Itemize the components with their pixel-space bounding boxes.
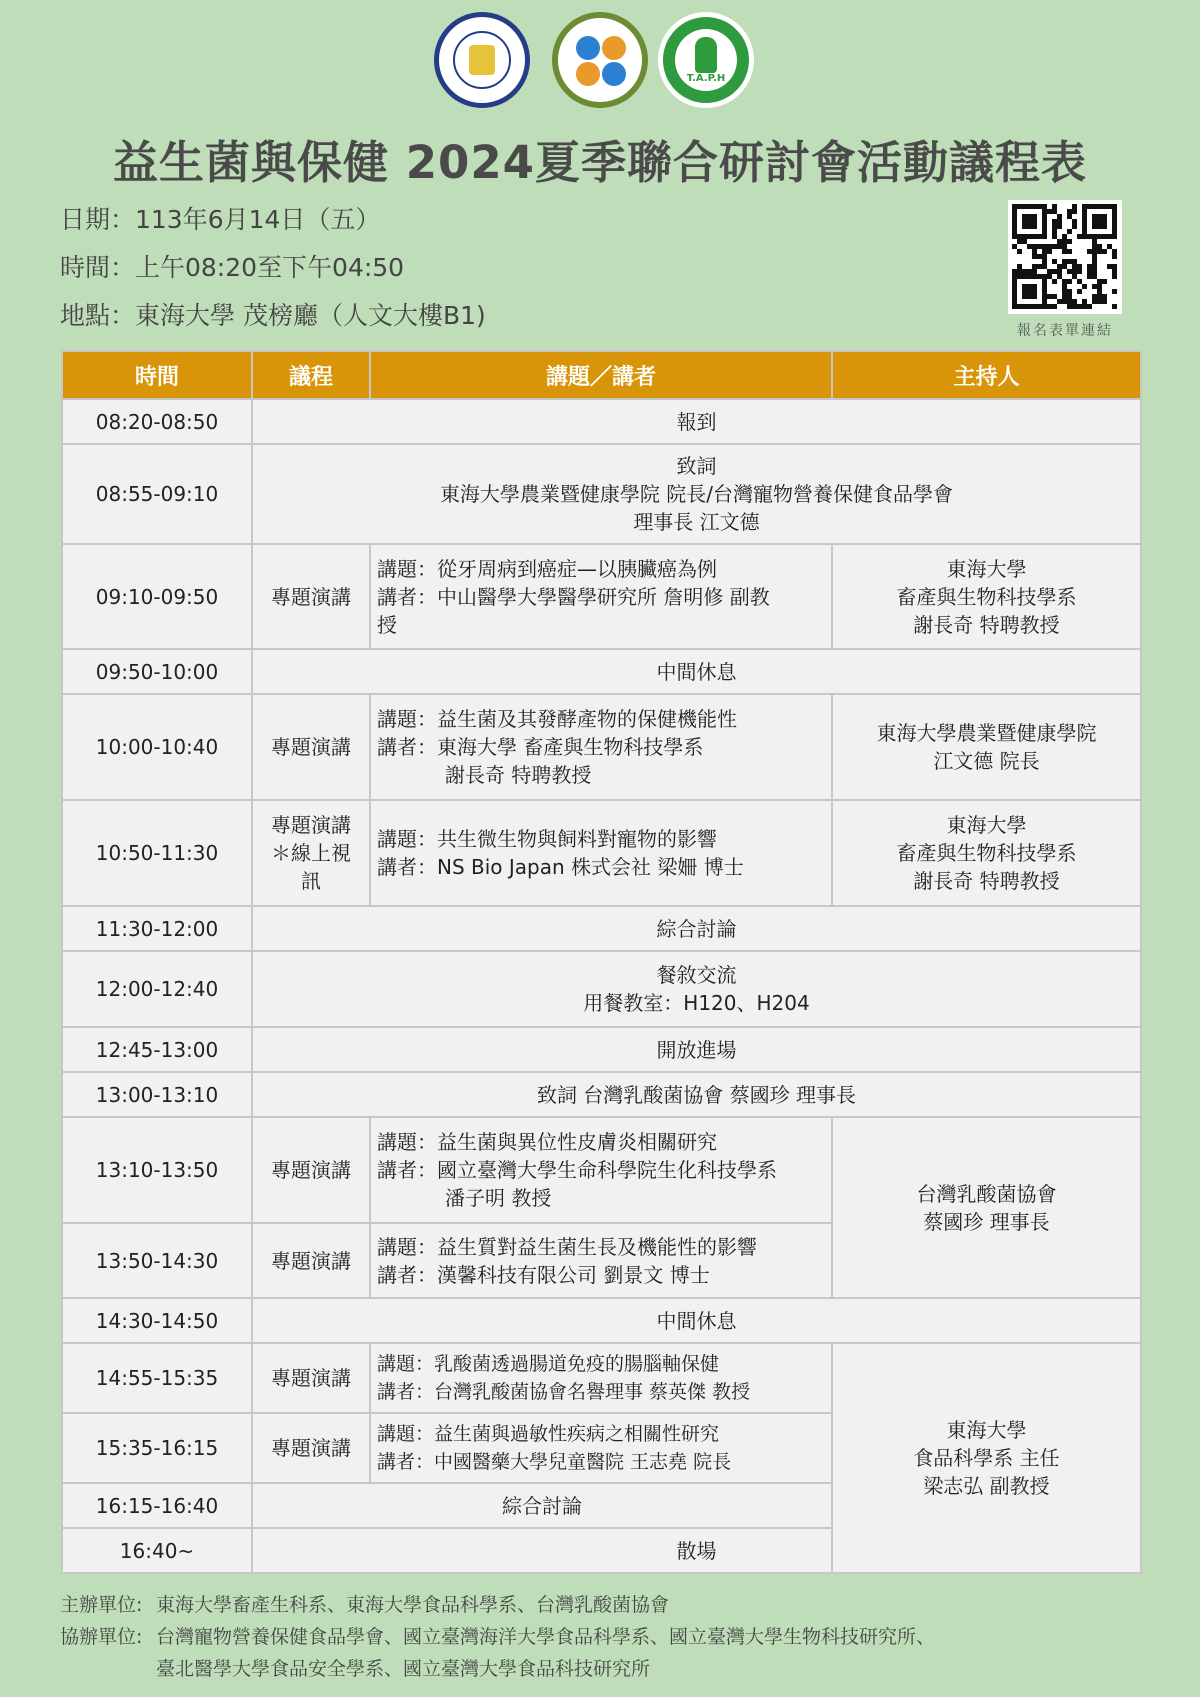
row-content: 綜合討論 [252,1483,832,1528]
row-time: 15:35-16:15 [62,1413,252,1483]
table-row [62,1528,1141,1573]
qr-module [1082,284,1087,289]
qr-module [1072,209,1077,214]
table-row [62,1027,1141,1072]
qr-label: 報名表單連結 [1017,323,1113,339]
table-row [62,544,1141,649]
table-row [62,1072,1141,1117]
qr-module [1067,239,1072,244]
row-session: 專題演講 ＊線上視 訊 [252,800,370,906]
qr-module [1112,274,1117,279]
lactic-acid-bacteria-association-logo [552,12,648,108]
coorganizer-label: 協辦單位: [60,1626,143,1648]
qr-module [1057,224,1062,229]
row-time: 08:20-08:50 [62,399,252,444]
row-host: 東海大學 畜產與生物科技學系 謝長奇 特聘教授 [832,544,1141,649]
taph-logo-text: T.A.P.H [686,73,726,84]
row-topic: 講題：益生菌及其發酵產物的保健機能性 講者：東海大學 畜產與生物科技學系 謝長奇 特聘教授 [370,694,832,800]
qr-module [1052,304,1057,309]
row-time: 14:55-15:35 [62,1343,252,1413]
table-row [62,906,1141,951]
coorganizers-line-2: 臺北醫學大學食品安全學系、國立臺灣大學食品科技研究所 [156,1658,651,1680]
row-content: 散場 [252,1528,1141,1573]
qr-module [1032,294,1037,299]
row-topic: 講題：從牙周病到癌症—以胰臟癌為例 講者：中山醫學大學醫學研究所 詹明修 副教 授 [370,544,832,649]
row-content: 報到 [252,399,1141,444]
qr-module [1052,279,1057,284]
qr-module [1067,279,1072,284]
row-host: 東海大學農業暨健康學院 江文德 院長 [832,694,1141,800]
row-time: 14:30-14:50 [62,1298,252,1343]
row-topic: 講題：益生菌與異位性皮膚炎相關研究 講者：國立臺灣大學生命科學院生化科技學系 潘子明 教授 [370,1117,832,1223]
qr-module [1017,249,1022,254]
registration-qr-code[interactable] [1008,200,1122,314]
row-topic: 講題：益生菌與過敏性疾病之相關性研究 講者：中國醫藥大學兒童醫院 王志堯 院長 [370,1413,832,1483]
table-row [62,1117,1141,1223]
qr-module [1102,279,1107,284]
row-time: 16:15-16:40 [62,1483,252,1528]
taph-logo [658,12,754,108]
event-venue: 地點：東海大學 茂榜廳（人文大樓B1) [60,301,486,330]
row-host: 東海大學 畜產與生物科技學系 謝長奇 特聘教授 [832,800,1141,906]
row-session: 專題演講 [252,1343,370,1413]
coorganizers-line-1: 台灣寵物營養保健食品學會、國立臺灣海洋大學食品科學系、國立臺灣大學生物科技研究所、 [156,1626,936,1648]
table-row [62,951,1141,1027]
row-time: 08:55-09:10 [62,444,252,544]
organizers: 東海大學畜產生科系、東海大學食品科學系、台灣乳酸菌協會 [156,1594,670,1616]
row-time: 11:30-12:00 [62,906,252,951]
qr-module [1047,249,1052,254]
qr-module [1032,224,1037,229]
row-content: 致詞 台灣乳酸菌協會 蔡國珍 理事長 [252,1072,1141,1117]
row-host-group: 東海大學 食品科學系 主任 梁志弘 副教授 [832,1343,1141,1573]
row-time: 09:50-10:00 [62,649,252,694]
qr-module [1112,289,1117,294]
header-time: 時間 [62,351,252,399]
row-session: 專題演講 [252,1117,370,1223]
tunghai-university-logo [434,12,530,108]
table-row [62,694,1141,800]
table-row [62,649,1141,694]
row-topic: 講題：益生質對益生菌生長及機能性的影響 講者：漢馨科技有限公司 劉景文 博士 [370,1223,832,1298]
row-topic: 講題：乳酸菌透過腸道免疫的腸腦軸保健 講者：台灣乳酸菌協會名譽理事 蔡英傑 教授 [370,1343,832,1413]
row-time: 10:50-11:30 [62,800,252,906]
row-time: 13:50-14:30 [62,1223,252,1298]
row-time: 13:00-13:10 [62,1072,252,1117]
table-row [62,444,1141,544]
row-content: 綜合討論 [252,906,1141,951]
qr-module [1042,234,1047,239]
qr-module [1112,254,1117,259]
row-time: 16:40~ [62,1528,252,1573]
row-content: 致詞 東海大學農業暨健康學院 院長/台灣寵物營養保健食品學會 理事長 江文德 [252,444,1141,544]
row-time: 09:10-09:50 [62,544,252,649]
row-content: 餐敘交流 用餐教室：H120、H204 [252,951,1141,1027]
qr-module [1072,224,1077,229]
qr-module [1102,299,1107,304]
event-time: 時間：上午08:20至下午04:50 [60,253,405,282]
row-content: 中間休息 [252,1298,1141,1343]
header-topic-speaker: 講題／講者 [370,351,832,399]
table-row [62,1298,1141,1343]
qr-module [1087,304,1092,309]
qr-module [1077,269,1082,274]
qr-module [1112,304,1117,309]
row-time: 12:45-13:00 [62,1027,252,1072]
row-time: 12:00-12:40 [62,951,252,1027]
row-time: 10:00-10:40 [62,694,252,800]
row-content: 開放進場 [252,1027,1141,1072]
logo-emblem [453,31,511,89]
qr-module [1102,224,1107,229]
row-session: 專題演講 [252,694,370,800]
row-topic: 講題：共生微生物與飼料對寵物的影響 講者：NS Bio Japan 株式会社 梁姍 博士 [370,800,832,906]
row-content: 中間休息 [252,649,1141,694]
qr-module [1067,249,1072,254]
qr-module [1102,249,1107,254]
organizers-line [60,1590,669,1617]
row-session: 專題演講 [252,544,370,649]
qr-module [1112,234,1117,239]
row-session: 專題演講 [252,1413,370,1483]
row-host-group: 台灣乳酸菌協會 蔡國珍 理事長 [832,1117,1141,1298]
agenda-table [61,350,1142,1574]
coorganizers-line [60,1622,935,1649]
qr-module [1077,289,1082,294]
table-row [62,1343,1141,1413]
table-row [62,800,1141,906]
event-date: 日期：113年6月14日（五） [60,205,381,234]
logo-row [0,12,1200,112]
qr-module [1067,229,1072,234]
row-time: 13:10-13:50 [62,1117,252,1223]
header-session: 議程 [252,351,370,399]
table-header-row [62,351,1141,399]
page-title: 益生菌與保健 2024夏季聯合研討會活動議程表 [113,136,1087,189]
table-row [62,399,1141,444]
row-session: 專題演講 [252,1223,370,1298]
header-host: 主持人 [832,351,1141,399]
organizer-label: 主辦單位: [60,1594,143,1616]
